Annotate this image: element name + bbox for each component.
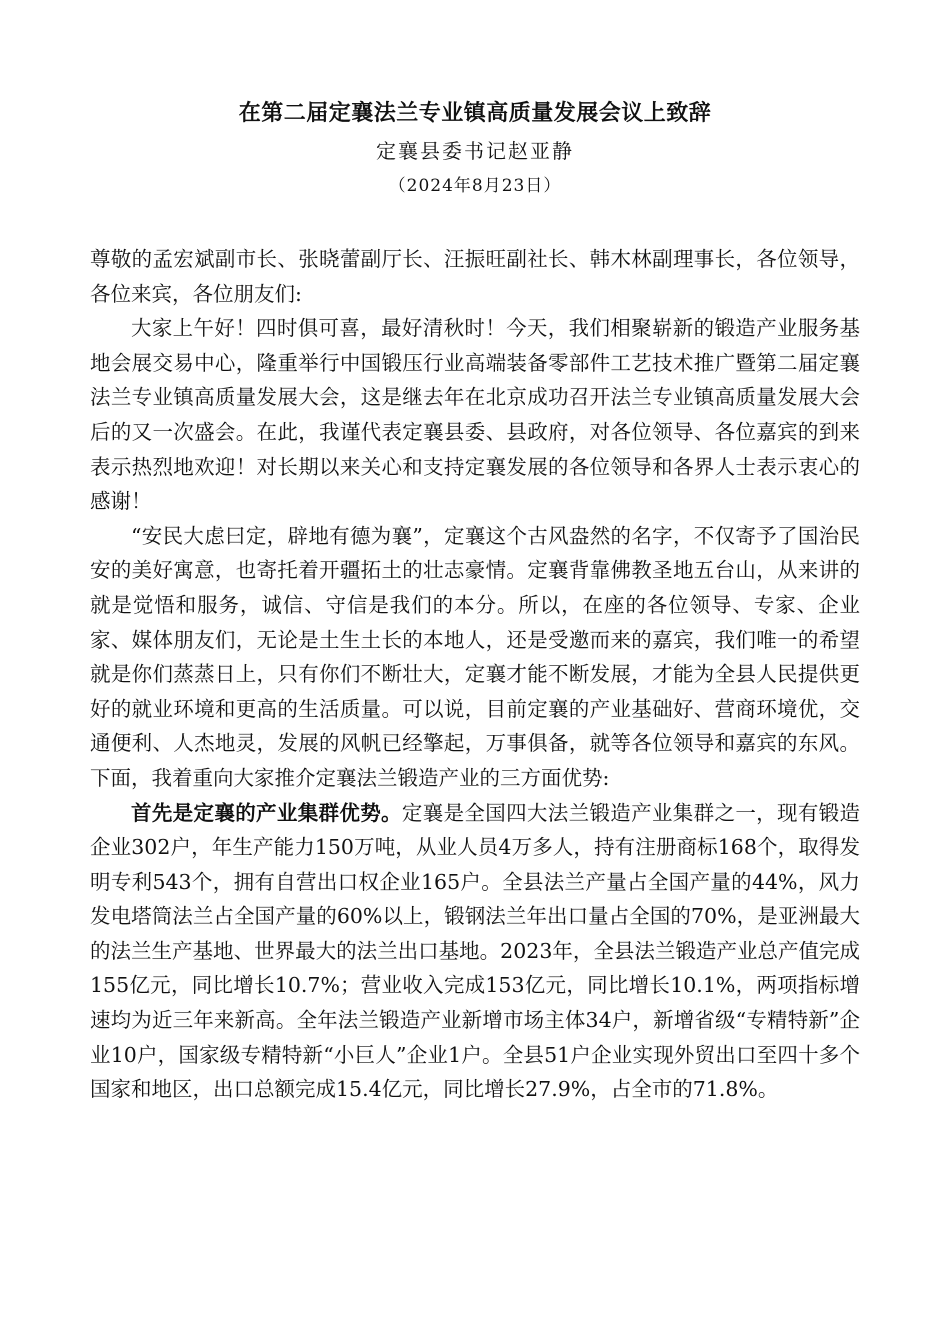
document-author: 定襄县委书记赵亚静 xyxy=(376,139,574,163)
paragraph-name-origin: “安民大虑曰定，辟地有德为襄”，定襄这个古风盎然的名字，不仅寄予了国治民安的美好寓意，也寄托着开疆拓土的壮志豪情。定襄背靠佛教圣地五台山，从来讲的就是觉悟和服务，诚信、守信是我们的本分。所以，在座的各位领导、专家、企业家、媒体朋友们，无论是土生土长的本地人，还是受邀而来的嘉宾，我们唯一的希望就是你们蒸蒸日上，只有你们不断壮大，定襄才能不断发展，才能为全县人民提供更好的就业环境和更高的生活质量。可以说，目前定襄的产业基础好、营商环境优，交通便利、人杰地灵，发展的风帆已经擎起，万事俱备，就等各位领导和嘉宾的东风。下面，我着重向大家推介定襄法兰锻造产业的三方面优势: xyxy=(90,523,860,790)
salutation: 尊敬的孟宏斌副市长、张晓蕾副厅长、汪振旺副社长、韩木林副理事长，各位领导，各位来宾，各位朋友们: xyxy=(90,247,860,306)
paragraph-lead-heading: 首先是定襄的产业集群优势。 xyxy=(131,800,402,825)
paragraph-industry-text: 定襄是全国四大法兰锻造产业集群之一，现有锻造企业302户，年生产能力150万吨，从业人员4万多人，持有注册商标168个，取得发明专利543个，拥有自营出口权企业165户。全县法兰产量占全国产量的44%，风力发电塔筒法兰占全国产量的60%以上，锻钢法兰年出口量占全国的70%，是亚洲最大的法兰生产基地、世界最大的法兰出口基地。2023年，全县法兰锻造产业总产值完成155亿元，同比增长10.7%；营业收入完成153亿元，同比增长10.1%，两项指标增速均为近三年来新高。全年法兰锻造产业新增市场主体34户，新增省级“专精特新”企业10户，国家级专精特新“小巨人”企业1户。全县51户企业实现外贸出口至四十多个国家和地区，出口总额完成15.4亿元，同比增长27.9%，占全市的71.8%。 xyxy=(90,800,861,1102)
paragraph-industry-cluster xyxy=(90,796,860,1107)
paragraph-greeting: 大家上午好！四时俱可喜，最好清秋时！今天，我们相聚崭新的锻造产业服务基地会展交易中心，隆重举行中国锻压行业高端装备零部件工艺技术推广暨第二届定襄法兰专业镇高质量发展大会，这是继去年在北京成功召开法兰专业镇高质量发展大会后的又一次盛会。在此，我谨代表定襄县委、县政府，对各位领导、各位嘉宾的到来表示热烈地欢迎！对长期以来关心和支持定襄发展的各位领导和各界人士表示衷心的感谢！ xyxy=(90,316,860,514)
document-date: （2024年8月23日） xyxy=(388,176,562,196)
document-body xyxy=(90,242,860,1107)
document-title: 在第二届定襄法兰专业镇高质量发展会议上致辞 xyxy=(238,100,712,126)
